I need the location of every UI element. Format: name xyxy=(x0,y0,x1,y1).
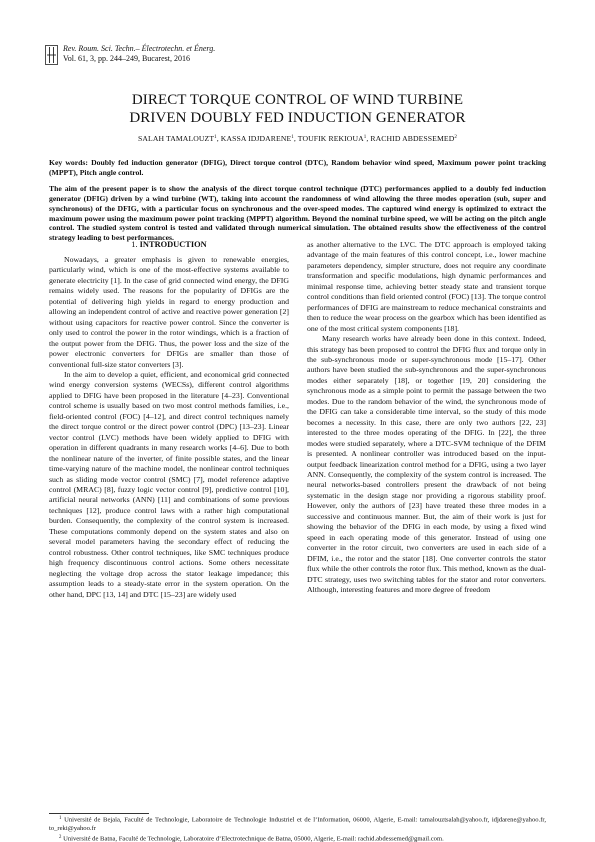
footnote-divider xyxy=(49,813,149,814)
author-affiliation-mark: 1 xyxy=(214,135,217,140)
section-number: 1. xyxy=(131,240,138,249)
author-list: SALAH TAMALOUZT$^1$, KASSA IDJDARENE$^1$, TOUFIK REKIOUA$^1$, RACHID ABDESSEMED$^2$ xyxy=(138,134,457,143)
author-affiliation-mark: 1 xyxy=(291,135,294,140)
section-title: INTRODUCTION xyxy=(139,240,207,249)
paragraph: In the aim to develop a quiet, efficient, and economical grid connected wind energy conversion systems (WECSs), different control algorithms applied to DFIG have been proposed in the literature [4–23]. Conventional control scheme is usually based on two most control methods families, i.e., field-oriented control (FOC) [4–12], and direct control techniques namely the direct torque control or the direct power control (DPC) [13–23]. Linear vector control (LVC) methods have been widely applied to DFIG with operation in different quadrants in many research works [4–6]. Due to both the nonlinear nature of the inverter, of finite possible states, and the linear time-varying nature of the machine model, the nonlinear control techniques such as sliding mode vector control (SMC) [7], model reference adaptive control (MRAC) [8], fuzzy logic vector control [9], predictive control [10], artificial neural networks (ANN) [11] and combinations of some previous techniques [12], produce control laws with a rather high computational burden. Consequently, the complexity of the control system is increased. These computations commonly depend on the system states and also on several model parameters having the secondary effect of reducing the control robustness. Other control techniques, like SMC techniques produce high frequency discontinuous control actions. Some others necessitate neglecting the voltage drop across the stator leakage impedance; this assumption leads to a steady-state error in the system operation. On the other hand, DPC [13, 14] and DTC [15–23] are widely used xyxy=(49,369,289,599)
footnote-mark: 2 xyxy=(59,834,62,840)
footnote xyxy=(49,834,546,842)
footnote xyxy=(49,815,546,833)
paper-title-line-1: DIRECT TORQUE CONTROL OF WIND TURBINE xyxy=(131,92,464,108)
section-heading xyxy=(49,240,289,249)
journal-name: Rev. Roum. Sci. Techn.– Électrotechn. et Énerg. xyxy=(63,44,216,53)
author-name: TOUFIK REKIOUA xyxy=(297,134,364,143)
journal-logo-icon xyxy=(45,45,58,65)
author-affiliation-mark: 2 xyxy=(454,135,457,140)
paper-title-line-2: DRIVEN DOUBLY FED INDUCTION GENERATOR xyxy=(129,109,466,126)
footnote-text: Université de Bejaïa, Faculté de Technologie, Laboratoire de Technologie Industriel et de l’Information, 06000, Algerie, E-mail: tamalouztsalah@yahoo.fr, idjdarene@yahoo.fr, to_reki@yahoo.fr xyxy=(49,816,546,832)
footnote-mark: 1 xyxy=(59,816,62,821)
keywords: Key words: Doubly fed induction generator (DFIG), Direct torque control (DTC), Random behavior wind speed, Maximum power point tracking (MPPT), Pitch angle control. xyxy=(49,158,546,177)
author-name: RACHID ABDESSEMED xyxy=(370,134,455,143)
paper-title xyxy=(0,92,595,127)
author-affiliation-mark: 1 xyxy=(363,135,367,140)
footnotes xyxy=(49,815,546,842)
author-name: SALAH TAMALOUZT xyxy=(138,134,215,143)
paragraph: Nowadays, a greater emphasis is given to renewable energies, particularly wind, which is one of the most-effective systems available to generate electricity [1]. In the case of grid connected wind energy, the DFIG remains widely used. The reasons for the popularity of DFIGs are the potential of delivering high yields in regard to energy production and allowing an independent control of active and reactive power generation [2] without using capacitors for reactive power control. Since the converter is only used to control the power in the rotor windings, which is a fraction of the output power from the DFIG. Thus, the power loss and the size of the power electronic converters for DFIGs are smaller than those of conventional full-size stator converters [3]. xyxy=(49,255,289,369)
paragraph: as another alternative to the LVC. The DTC approach is employed taking advantage of the main features of this control concept, i.e., lower machine parameters dependency, simpler structure, does not require any coordinate transformation and specific modulations, high dynamic performances and minimal response time, achieving better steady state and transient torque control conditions than field oriented control (FOC) [13]. The torque control performances of DFIG are mainstream to reduce mechanical constraints and then to reduce the wear process on the gearbox which has been identified as one of the most critical system components [18]. xyxy=(307,240,546,333)
paragraph: Many research works have already been done in this context. Indeed, this strategy has been proposed to control the DFIG flux and torque only in the sub-synchronous mode or super-synchronous mode [15–17]. Other authors have been studied the sub-synchronous and the super-synchronous modes either separately [18], or together [19, 20] considering the synchronous mode as a simple point to permit the passage between the two modes. Due to the random behavior of the wind, the synchronous mode of the DFIG can take a considerable time interval, so the study of this mode becomes a necessity. In this case, there are only two authors [22, 23] interested to the three modes operating of the DFIG. In [22], the three modes were studied separately, where a DTC-SVM technique of the DFIM is presented. A nonlinear controller was introduced based on the input-output feedback linearization control method for a DFIG, using a two layer ANN. Consequently, the complexity of the system control is increased. The neural networks-based controllers present the drawback of not being systematic in the design stage nor providing a rigorous stability proof. However, only the authors of [23] have treated these three modes in a successive and continuous manner. But, the aim of their work is just for showing the behavior of the DFIG in each mode, by using a fixed wind speed in each operating mode of this generator. Instead of using one converter in the rotor circuit, two converters are used in each side of a DFIM, i.e., the rotor and the stator [18]. One converter controls the stator flux while the other controls the rotor flux. This method, known as the dual-DTC strategy, uses two switching tables for the stator and rotor converters. Although, interesting features and more degree of freedom xyxy=(307,334,546,594)
journal-header xyxy=(45,44,345,68)
journal-volume: Vol. 61, 3, pp. 244–249, Bucarest, 2016 xyxy=(63,54,190,63)
author-name: KASSA IDJDARENE xyxy=(220,134,292,143)
left-column xyxy=(49,255,289,811)
abstract: The aim of the present paper is to show the analysis of the direct torque control technique (DTC) performances applied to a doubly fed induction generator (DFIG) driven by a wind turbine (WT), taking into account the randomness of wind allowing the three modes operation (sub, super and synchronous) of the DFIG, with a particular focus on synchronous and the over-speed modes. The captured wind energy is optimized to extract the maximum power using the maximum power point tracking (MPPT) algorithm. Beyond the nominal turbine speed, we will be acting on the pitch angle control. The studied system control is tested and validated through numerical simulation. The obtained results show the effectiveness of the control strategy leading to best performances. xyxy=(49,184,546,243)
footnote-text: Université de Batna, Faculté de Technologie, Laboratoire d’Electrotechnique de Batna, 05000, Algerie, E-mail: rachid.abdessemed@gmail.com. xyxy=(63,835,444,842)
right-column xyxy=(307,240,546,811)
